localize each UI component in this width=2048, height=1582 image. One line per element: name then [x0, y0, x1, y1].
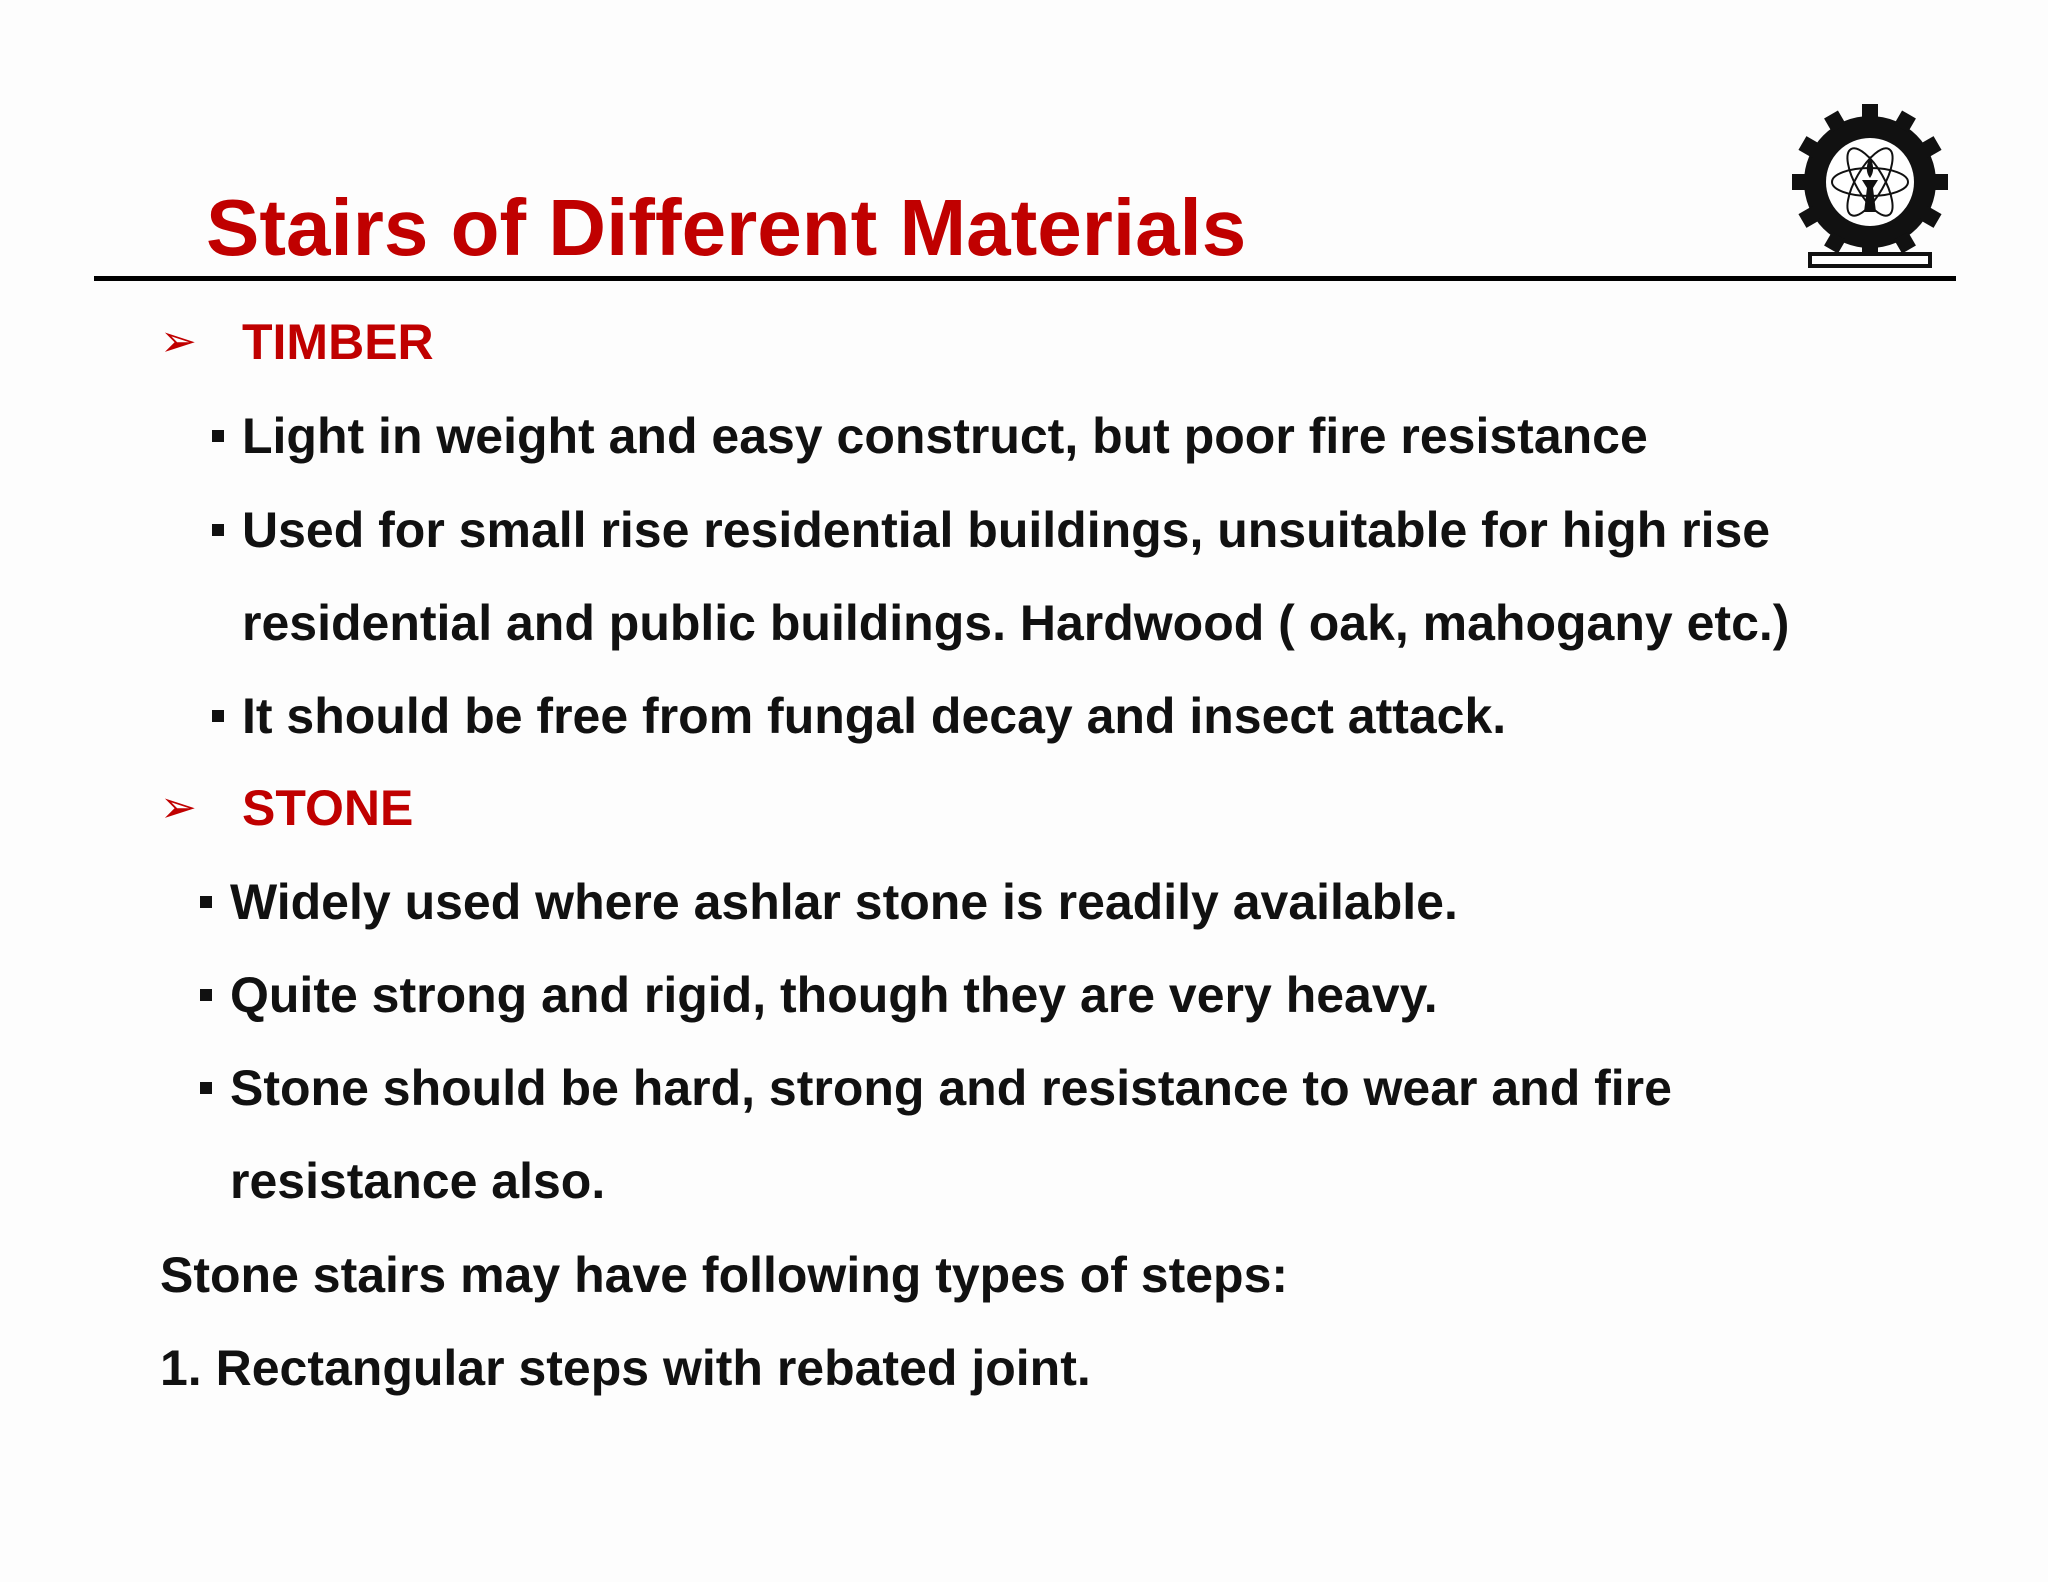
slide-title: Stairs of Different Materials: [206, 183, 1247, 272]
nit-calicut-emblem-icon: [1790, 104, 1950, 284]
bullet-text: Used for small rise residential buildings, unsuitable for high rise: [242, 502, 1771, 558]
square-bullet-icon: [200, 896, 212, 908]
bullet-text: resistance also.: [230, 1153, 606, 1209]
section-heading-stone: [160, 778, 414, 838]
bullet-text: Light in weight and easy construct, but poor fire resistance: [242, 408, 1648, 464]
arrow-bullet-icon: ➢: [160, 317, 197, 366]
list-item: [242, 406, 1648, 466]
square-bullet-icon: [212, 710, 224, 722]
square-bullet-icon: [200, 1082, 212, 1094]
title-underline: [94, 276, 1956, 281]
list-item: [230, 965, 1438, 1025]
list-item-continuation: [242, 593, 1789, 653]
square-bullet-icon: [212, 430, 224, 442]
bullet-text: It should be free from fungal decay and insect attack.: [242, 688, 1507, 744]
bullet-text: Quite strong and rigid, though they are very heavy.: [230, 967, 1438, 1023]
types-intro-text: Stone stairs may have following types of steps:: [160, 1247, 1289, 1303]
section-heading-label: STONE: [242, 780, 414, 836]
bullet-text: Widely used where ashlar stone is readily available.: [230, 874, 1458, 930]
square-bullet-icon: [212, 524, 224, 536]
types-list-item: 1. Rectangular steps with rebated joint.: [160, 1340, 1091, 1396]
list-item: [230, 1058, 1672, 1118]
square-bullet-icon: [200, 989, 212, 1001]
list-item: [242, 686, 1506, 746]
bullet-text: residential and public buildings. Hardwood ( oak, mahogany etc.): [242, 595, 1790, 651]
list-item: [230, 872, 1458, 932]
list-item-continuation: [230, 1151, 605, 1211]
section-heading-label: TIMBER: [242, 314, 434, 370]
list-item: [242, 500, 1770, 560]
bullet-text: Stone should be hard, strong and resistance to wear and fire: [230, 1060, 1672, 1116]
section-heading-timber: [160, 312, 434, 372]
arrow-bullet-icon: ➢: [160, 783, 197, 832]
